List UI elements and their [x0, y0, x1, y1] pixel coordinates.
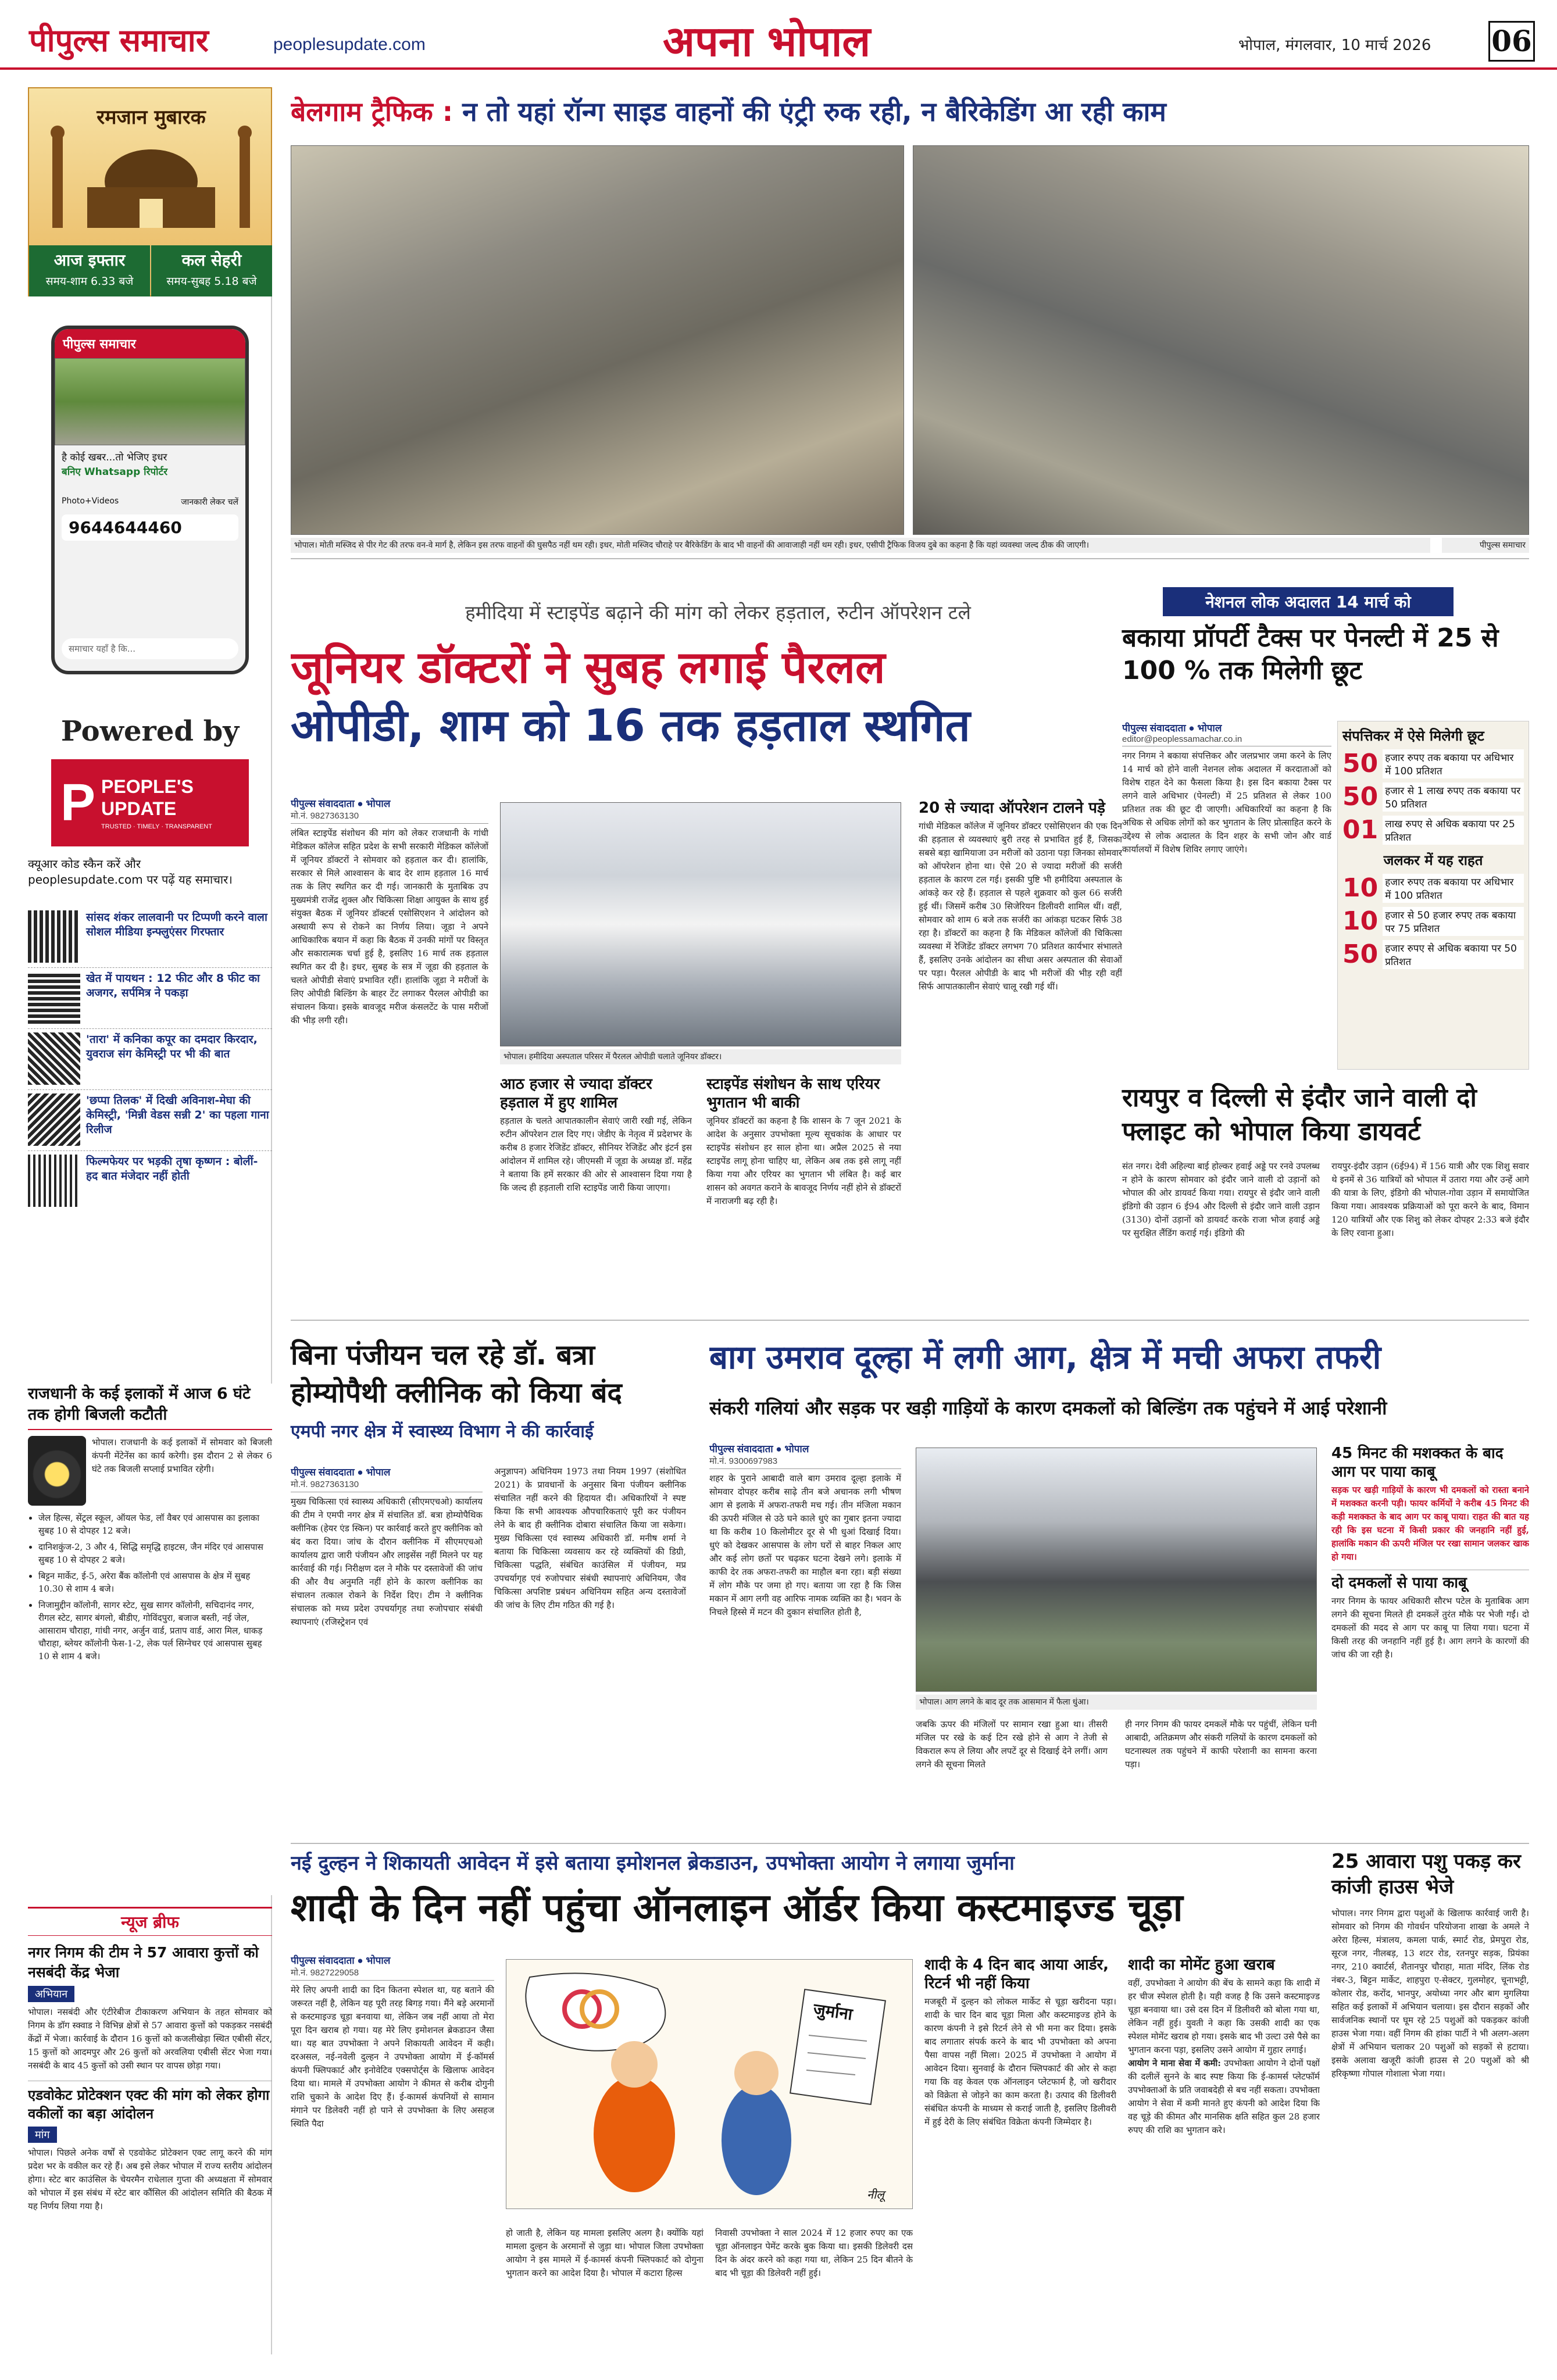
area-item: • दानिशकुंज-2, 3 और 4, सिद्धि समृद्धि हाइटस, जैन मंदिर एवं आसपास सुबह 10 से दोपहर 2 बजे।: [38, 1541, 272, 1566]
whatsapp-phone[interactable]: 9644644460: [62, 514, 238, 541]
divider: [291, 1320, 1529, 1321]
mosque-icon: [41, 112, 262, 228]
tree-photo: [55, 358, 245, 445]
traffic-headline-lead: बेलगाम ट्रैफिक :: [291, 96, 453, 127]
qr-code-icon: [28, 1032, 80, 1085]
cartoon-note: जुर्माना: [812, 1999, 854, 2024]
byline-text: पीपुल्स संवाददाता ● भोपाल: [709, 1443, 809, 1455]
dateline: भोपाल, मंगलवार, 10 मार्च 2026: [1238, 37, 1431, 54]
byline-mobile: मो.नं. 9827229058: [291, 1967, 494, 1981]
water-row: [1342, 906, 1524, 936]
bangle-sub-3: आयोग ने माना सेवा में कमी:: [1128, 2058, 1221, 2068]
qr-item-text: सांसद शंकर लालवानी पर टिप्पणी करने वाला सोशल मीडिया इन्फ्लुएंसर गिरफ्तार: [86, 911, 267, 938]
ramzan-box: [28, 87, 272, 296]
fire-byline: [709, 1442, 901, 1469]
doctors-body-stipend: जूनियर डॉक्टरों का कहना है कि शासन के 7 जून 2021 के आदेश के अनुसार उपभोक्ता मूल्य सूचकांक के आधार पर स्टाइपेंड संशोधन हर साल होना था। अप्रैल 2025 से नया स्टाइपेंड लागू होना चाहिए था, लेकिन अब तक इसे लागू नहीं किया गया और एरियर का भुगतान भी लंबित है। कई बार शासन को अवगत कराने के बावजूद निर्णय नहीं होने से डॉक्टरों में नाराजगी बढ़ रही है।: [706, 1116, 901, 1206]
cattle-headline: 25 आवारा पशु पकड़ कर कांजी हाउस भेजे: [1331, 1850, 1521, 1899]
masthead-website[interactable]: peoplesupdate.com: [273, 35, 426, 54]
lok-body: नगर निगम ने बकाया संपत्तिकर और जलप्रभार जमा करने के लिए 14 मार्च को होने वाली नेशनल लोक अदालत में करदाताओं को विशेष राहत देने का फैसला किया है। इस दिन बकाया टैक्स पर लगने वाले अधिभार (पेनल्टी) में 25 प्रतिशत से लेकर 100 प्रतिशत तक की छूट दी जाएगी। अधिकारियों का कहना है कि अधिक से अधिक लोगों को कर भुगतान के लिए प्रोत्साहित करने के उद्देश्य से लोक अदालत के दिन शहर के सभी जोन और वार्ड कार्यालयों में विशेष शिविर लगाए जाएंगे।: [1122, 751, 1331, 855]
qr-item[interactable]: [28, 968, 272, 1029]
scan-text: क्यूआर कोड स्कैन करें और: [28, 857, 141, 871]
cartoon-signature: नीलू: [867, 2188, 884, 2202]
traffic-photo-right: [913, 145, 1529, 535]
brief-tag-1: अभियान: [28, 1986, 74, 2002]
area-item: • जेल हिल्स, सेंट्रल स्कूल, ऑयल फेड, लॉ वैबर एवं आसपास का इलाका सुबह 10 से दोपहर 12 बजे।: [38, 1511, 272, 1537]
brief-body-2: भोपाल। पिछले अनेक वर्षों से एडवोकेट प्रोटेक्शन एक्ट लागू करने की मांग प्रदेश भर के वकील कर रहे हैं। अब इसे लेकर भोपाल में राज्य स्तरीय आंदोलन होगा। स्टेट बार काउंसिल के चेयरमैन राधेलाल गुप्ता की अध्यक्षता में सोमवार को भोपाल में इस संबंध में स्टेट बार कौंसिल की आंदोलन समिति की बैठक में यह निर्णय लिया गया है।: [28, 2147, 272, 2211]
sub-8000: आठ हजार से ज्यादा डॉक्टर हड़ताल में हुए शामिल: [500, 1075, 652, 1112]
doctors-headline-2: ओपीडी, शाम को 16 तक हड़ताल स्थगित: [291, 699, 970, 751]
doctors-photo: [500, 802, 901, 1046]
note-label: जानकारी लेकर चलें: [181, 498, 238, 507]
traffic-headline: [291, 93, 1529, 129]
doctors-col-ops: [919, 796, 1122, 1308]
tax-row-value: 50: [1342, 782, 1379, 812]
doctors-body-ops: गांधी मेडिकल कॉलेज में जूनियर डॉक्टर एसोसिएशन की एक दिन की हड़ताल से व्यवस्थाएं बुरी तरह से प्रभावित हुई हैं, जिसका सबसे बड़ा खामियाजा उन मरीजों को उठाना पड़ा जिनका सोमवार को ऑपरेशन होना था। ऐसे 20 से ज्यादा मरीजों की सर्जरी हड़ताल के कारण टल गई। इसकी पुष्टि भी हमीदिया अस्पताल के आंकड़े कर रहे हैं। हड़ताल से पहले शुक्रवार को कुल 66 सर्जरी हुई थीं। जिसमें करीब 30 सिजेरियन डिलीवरी शामिल थीं। वहीं, सोमवार को शाम 6 बजे तक सर्जरी का आंकड़ा घटकर सिर्फ 38 रहा है। डॉक्टरों का कहना है कि मेडिकल कॉलेजों की चिकित्सा व्यवस्था में रेजिडेंट डॉक्टर लगभग 70 प्रतिशत कार्यभार संभालते हैं, इसलिए उनके आंदोलन का सीधा असर अस्पताल की सेवाओं पर पड़ा। पैरलल ओपीडी के बाद भी मरीजों की भीड़ रही वहीं सिर्फ आपातकालीन सेवाएं चालू रखी गई थीं।: [919, 821, 1122, 992]
doctors-body-1: लंबित स्टाइपेंड संशोधन की मांग को लेकर राजधानी के गांधी मेडिकल कॉलेज सहित प्रदेश के सभी सरकारी मेडिकल कॉलेजों में जूनियर डॉक्टरों ने सोमवार को हड़ताल कर दी। हालांकि, सरकार से मिले आश्वासन के बाद देर शाम हड़ताल 16 मार्च तक के लिए स्थगित कर दी गई। जानकारी के मुताबिक उप मुख्यमंत्री राजेंद्र शुक्ल और चिकित्सा शिक्षा आयुक्त के साथ हुई संयुक्त बैठक में जूनियर डॉक्टर्स एसोसिएशन ने आंदोलन को अस्थायी रूप से रोकने का निर्णय लिया। जूडा ने अपने आधिकारिक बयान में कहा कि बैठक में उनकी मांगों पर विस्तृत और सकारात्मक चर्चा हुई है, इसलिए 16 मार्च तक हड़ताल स्थगित कर दी है। इधर, सुबह के सत्र में जूडा की हड़ताल के चलते ओपीडी सेवाएं प्रभावित रहीं। हालांकि जूडा ने मरीजों के लिए ओपीडी बिल्डिंग के बाहर टेंट लगाकर पैरलल ओपीडी का संचालन किया। इसके बावजूद मरीज कंसलटेंट के पास मरीजों की भीड़ लगी रही।: [291, 828, 488, 1025]
iftar-box: [29, 245, 150, 296]
sehri-label: कल सेहरी: [181, 251, 242, 270]
bangle-body-6: उपभोक्ता आयोग ने दोनों पक्षों की दलीलें सुनने के बाद स्पष्ट किया कि ई-कामर्स प्लेटफॉर्म उपभोक्ताओं के प्रति जवाबदेही से बच नहीं सकता। उपभोक्ता आयोग ने सेवा में कमी मानते हुए कंपनी को आदेश दिया कि वह चूड़े की कीमत और मानसिक क्षति सहित कुल 28 हजार रुपए की राशि का भुगतान करे।: [1128, 2058, 1320, 2135]
qr-item-text: फिल्मफेयर पर भड़की तृषा कृष्णन : बोलीं- हद बात मंजेदार नहीं होती: [86, 1155, 258, 1182]
qr-item[interactable]: [28, 1151, 272, 1212]
qr-item[interactable]: [28, 1090, 272, 1151]
bangle-col-1: [291, 1953, 494, 2360]
news-brief-label: न्यूज ब्रीफ: [28, 1907, 272, 1936]
masthead: [0, 0, 1557, 70]
traffic-headline-text: न तो यहां रॉन्ग साइड वाहनों की एंट्री रुक रही, न बैरिकेडिंग आ रही काम: [462, 96, 1166, 127]
masthead-logo: पीपुल्स समाचार: [29, 22, 209, 59]
qr-list: [28, 907, 272, 1215]
cattle-body: भोपाल। नगर निगम द्वारा पशुओं के खिलाफ कार्रवाई जारी है। सोमवार को निगम की गोवर्धन परियोजना शाखा के अमले ने अरेरा हिल्स, मंत्रालय, कमला पार्क, स्मार्ट रोड, प्रेमपुरा रोड, सूरज नगर, नीलबड़, 13 शटर रोड, रतनपुर सड़क, प्रियंका नगर, 210 क्वार्टर्स, शैतानपुर चौराहा, माता मंदिर, लिंक रोड नंबर-3, बिट्टन मार्केट, शाहपुरा ए-सेक्टर, गुलमोहर, चूनाभट्टी, कोलार रोड, करोंद, भानपुर, अयोध्या नगर और बाग मुगलिया सहित कई इलाकों में अभियान चलाया। इस दौरान सड़कों और सार्वजनिक स्थानों पर घूम रहे 25 पशुओं को पकड़कर कांजी हाउस भेजा गया। वहीं निगम की हांका पार्टी ने भी अलग-अलग क्षेत्रों में अभियान चलाकर 20 पशुओं को सड़कों से हटाया। इसके अलावा खजूरी कांजी हाउस से 20 पशुओं को श्री हरिकृष्णा गोपाल गोशाला भेजा गया।: [1331, 1908, 1529, 2079]
doctors-kicker: हमीदिया में स्टाइपेंड बढ़ाने की मांग को लेकर हड़ताल, रुटीन ऑपरेशन टले: [465, 601, 971, 624]
qr-item[interactable]: [28, 1029, 272, 1090]
site-text: peoplesupdate.com पर पढ़ें यह समाचार।: [28, 873, 233, 887]
bangle-kicker: नई दुल्हन ने शिकायती आवेदन में इसे बताया इमोशनल ब्रेकडाउन, उपभोक्ता आयोग ने लगाया जुर्माना: [291, 1852, 1015, 1875]
ramzan-title: रमजान मुबारक: [97, 106, 206, 129]
water-row-text: हजार से 50 हजार रुपए तक बकाया पर 75 प्रतिशत: [1383, 907, 1524, 936]
fire-sidebar: [1331, 1442, 1529, 1837]
bangle-col-5: [1128, 1953, 1320, 2360]
tax-row: [1342, 749, 1524, 778]
water-row-text: हजार रुपए से अधिक बकाया पर 50 प्रतिशत: [1383, 940, 1524, 969]
byline-mobile: मो.नं. 9827363130: [291, 810, 488, 824]
doctors-body-8000: हड़ताल के चलते आपातकालीन सेवाएं जारी रखी गई, लेकिन रुटीन ऑपरेशन टाल दिए गए। जेडीए के नेतृत्व में प्रदेशभर के करीब 8 हजार रेजिडेंट डॉक्टर, सीनियर रेजिडेंट और इंटर्न इस आंदोलन में शामिल रहे। जीएमसी में जूडा के अध्यक्ष डॉ. महेंद्र ने बताया कि हमें सरकार की ओर से आश्वासन दिया गया है कि जल्द ही हड़ताली राशि स्टाइपेंड जारी किया जाएगा।: [500, 1116, 692, 1193]
tax-row-value: 50: [1342, 749, 1379, 778]
fire-side-body-2: नगर निगम के फायर अधिकारी सौरभ पटेल के मुताबिक आग लगने की सूचना मिलते ही दमकलें तुरंत मौके पर भेजी गईं। दो दमकलों की मदद से आग पर काबू पा लिया गया। घटना में किसी तरह की जनहानि नहीं हुई है। आग लगने के कारणों की जांच की जा रही है।: [1331, 1596, 1529, 1660]
brief-headline-2: एडवोकेट प्रोटेक्शन एक्ट की मांग को लेकर होगा वकीलों का बड़ा आंदोलन: [28, 2081, 272, 2123]
media-label: Photo+Videos: [62, 496, 119, 506]
byline-text: पीपुल्स संवाददाता ● भोपाल: [291, 1955, 391, 1966]
left-sidebar: [28, 87, 272, 2354]
news-brief: [28, 1907, 272, 2360]
bulb-icon: [28, 1436, 86, 1506]
water-row-value: 10: [1342, 873, 1379, 903]
bangle-sub-1: शादी के 4 दिन बाद आया आर्डर, रिटर्न भी नहीं किया: [924, 1956, 1109, 1992]
sehri-box: [151, 245, 272, 296]
box2-title: जलकर में यह राहत: [1383, 852, 1483, 869]
water-row-text: हजार रुपए तक बकाया पर अधिभार में 100 प्रतिशत: [1383, 874, 1524, 903]
fire-side-body-1: सड़क पर खड़ी गाड़ियों के कारण भी दमकलों को रास्ता बनाने में मशक्कत करनी पड़ी। फायर कर्मियों ने करीब 45 मिनट की कड़ी मशक्कत के बाद आग पर काबू पाया। राहत की बात यह रही कि इस घटना में किसी प्रकार की जनहानि नहीं हुई, हालांकि मकान की ऊपरी मंजिल पर रखा सामान जलकर खाक हो गया।: [1331, 1485, 1529, 1562]
power-cut-box: [28, 1384, 272, 1895]
water-row: [1342, 873, 1524, 903]
doctors-photo-caption: भोपाल। हमीदिया अस्पताल परिसर में पैरलल ओपीडी चलाते जूनियर डॉक्टर।: [500, 1049, 901, 1064]
brief-body-1: भोपाल। नसबंदी और एंटीरेबीज टीकाकरण अभियान के तहत सोमवार को निगम के डॉग स्क्वाड ने विभिन्न क्षेत्रों से 57 आवारा कुत्तों को पकड़कर नसबंदी केंद्रों में भेजा। कार्रवाई के दौरान 16 कुत्तों को कजलीखेड़ा स्थित एबीसी सेंटर, 15 कुत्तों को आदमपुर और 26 कुत्तों को अरवलिया एबीसी सेंटर भेजा गया। नसबंदी के बाद 45 कुत्तों को उसी स्थान पर वापस छोड़ा गया।: [28, 2007, 272, 2071]
fire-col-1: [709, 1442, 901, 1837]
fire-body-1: शहर के पुराने आबादी वाले बाग उमराव दूल्हा इलाके में सोमवार दोपहर करीब साढ़े तीन बजे अचानक लगी भीषण आग से इलाके में अफरा-तफरी मच गई। तीन मंजिला मकान की ऊपरी मंजिल से उठे घने काले धुएं का गुबार इतना ज्यादा था कि करीब 10 किलोमीटर दूर से भी धुआं दिखाई दिया। धुएं को देखकर आसपास के लोग घरों से बाहर निकल आए और कई लोग छतों पर चढ़कर घटना देखने लगे। इलाके में काफी देर तक अफरा-तफरी का माहौल बना रहा। बड़ी संख्या में लोग मौके पर जमा हो गए। बताया जा रहा है कि जिस मकान में आग लगी वह आरिफ नामक व्यक्ति का है। भवन के निचले हिस्से में मटन की दुकान संचालित होती है,: [709, 1473, 901, 1617]
divider: [291, 1843, 1529, 1844]
whatsapp-ad: [51, 326, 249, 674]
qr-item-text: 'छप्पा तिलक' में दिखी अविनाश-मेघा की केमिस्ट्री, 'मिन्नी वेडस सन्नी 2' का पहला गाना रिलीज: [86, 1094, 269, 1136]
fire-body-2: जबकि ऊपर की मंजिलों पर सामान रखा हुआ था। तीसरी मंजिल पर रखे के कई टिन रखे होने से आग ने तेजी से विकराल रूप ले लिया और लपटें दूर से दिखाई देने लगीं। आग लगने की सूचना मिलते: [916, 1719, 1108, 1770]
fire-headline: बाग उमराव दूल्हा में लगी आग, क्षेत्र में मची अफरा तफरी: [709, 1339, 1381, 1377]
flights-body-1: संत नगर। देवी अहिल्या बाई होल्कर हवाई अड्डे पर रनवे उपलब्ध न होने के कारण सोमवार को इंदौर जाने वाली दो उड़ानों को भोपाल की ओर डायवर्ट किया गया। रायपुर से इंदौर जाने वाली इंडिगो की उड़ान 6 ई94 और दिल्ली से इंदौर जाने वाली उड़ान (3130) दोनों उड़ानों को डायवर्ट करके राजा भोज हवाई अड्डे पर सुरक्षित लैंडिंग कराई गई। इंडिगो की: [1122, 1161, 1320, 1238]
byline-mobile: मो.नं. 9827363130: [291, 1478, 483, 1492]
qr-code-icon: [28, 1155, 80, 1207]
traffic-photo-left: [291, 145, 904, 535]
bangle-body-2: हो जाती है, लेकिन यह मामला इसलिए अलग है। क्योंकि यहां मामला दुल्हन के अरमानों से जुड़ा था। भोपाल जिला उपभोक्ता आयोग ने इस मामले में ई-कामर्स कंपनी फ्लिपकार्ट को दोगुना भुगतान करने का आदेश दिया है। भोपाल में कटारा हिल्स: [506, 2228, 703, 2278]
flights-body-2: रायपुर-इंदौर उड़ान (6ई94) में 156 यात्री और एक शिशु सवार थे इनमें से 36 यात्रियों को भोपाल में उतारा गया और उन्हें आगे की यात्रा के लिए, इंडिगो की भोपाल-गोवा उड़ान में समायोजित किया गया। आवश्यक प्रक्रियाओं को पूरा करने के बाद, विमान 120 यात्रियों और एक शिशु को लेकर दोपहर 2:33 बजे इंदौर के लिए रवाना हुआ।: [1331, 1161, 1529, 1238]
qr-item-text: 'तारा' में कनिका कपूर का दमदार किरदार, युवराज संग केमिस्ट्री पर भी की बात: [86, 1033, 258, 1060]
bangle-byline: [291, 1953, 494, 1981]
bangle-body-4: मजबूरी में दुल्हन को लोकल मार्केट से चूड़ा खरीदना पड़ा। शादी के चार दिन बाद चूड़ा मिला और कस्टमाइज्ड होने के कारण कंपनी ने इसे रिटर्न लेने से भी मना कर दिया। इसके बाद लगातार संपर्क करने के बाद भी उपभोक्ता को अपना पैसा वापस नहीं मिला। 2025 में उपभोक्ता ने आयोग में आवेदन दिया। सुनवाई के दौरान फ्लिपकार्ट की ओर से कहा गया कि वह केवल एक ऑनलाइन प्लेटफार्म है, जो खरीदार को विक्रेता से जोड़ने का काम करता है। उत्पाद की डिलीवरी संबंधित कंपनी के माध्यम से कराई जाती है, इसलिए डिलीवरी में हुई देरी के लिए संबंधित विक्रेता कंपनी जिम्मेदार है।: [924, 1996, 1116, 2127]
batra-byline: [291, 1465, 483, 1492]
fire-body-3: ही नगर निगम की फायर दमकलें मौके पर पहुंचीं, लेकिन घनी आबादी, अतिक्रमण और संकरी गलियों के कारण दमकलों को घटनास्थल तक पहुंचने में काफी परेशानी का सामना करना पड़ा।: [1125, 1719, 1317, 1770]
logo-p-icon: P: [60, 773, 96, 832]
water-row-value: 50: [1342, 939, 1379, 969]
bangle-body-3: निवासी उपभोक्ता ने साल 2024 में 12 हजार रुपए का एक चूड़ा ऑनलाइन पेमेंट करके बुक किया था। इसकी डिलेवरी दस दिन के अंदर करने को कहा गया था, लेकिन 25 दिन बीतने के बाद भी चूड़ा की डिलेवरी नहीं हुई।: [715, 2228, 913, 2278]
property-tax-box: [1337, 721, 1529, 1070]
tax-row: [1342, 815, 1524, 845]
traffic-caption: भोपाल। मोती मस्जिद से पीर गेट की तरफ वन-वे मार्ग है, लेकिन इस तरफ वाहनों की घुसपैठ नहीं थम रही। इधर, मोती मस्जिद चौराहे पर बैरिकेडिंग के बाद भी वाहनों की आवाजाही नहीं थम रही। इधर, एसीपी ट्रैफिक विजय दुबे का कहना है कि यहां व्यवस्था जल्द ठीक की जाएगी।: [291, 538, 1430, 553]
bangle-body-1: मेरे लिए अपनी शादी का दिन कितना स्पेशल था, यह बताने की जरूरत नहीं है, लेकिन यह पूरी तरह बिगड़ गया। मैंने बड़े अरमानों से कस्टमाइज्ड चूड़ा बनवाया था, लेकिन जब नहीं आया तो मेरा पूरा दिन खराब हो गया। यह मेरे लिए इमोशनल ब्रेकडाउन जैसा था। यह बात उपभोक्ता ने अपने शिकायती आवेदन में कही। दरअसल, नई-नवेली दुल्हन ने उपभोक्ता आयोग में ई-कॉमर्स कंपनी फ्लिपकार्ट और इनोवेटिव एक्सपोर्ट्स के खिलाफ आवेदन दिया था। मामले में उपभोक्ता आयोग ने कीमत से करीब दोगुनी राशि चुकाने के आदेश दिए हैं। ई-कामर्स कंपनियों से सामान मंगाने पर डिलेवरी नहीं हो पाने से उपभोक्ता के लिए असहज स्थिति पैदा: [291, 1985, 494, 2129]
bangle-cartoon: [506, 1959, 913, 2209]
batra-headline-1: बिना पंजीयन चल रहे डॉ. बत्रा: [291, 1339, 595, 1371]
byline-text: पीपुल्स संवाददाता ● भोपाल: [291, 798, 391, 809]
tax-row-value: 01: [1342, 815, 1379, 845]
qr-code-icon: [28, 1093, 80, 1146]
lok-adalat-headline: बकाया प्रॉपर्टी टैक्स पर पेनल्टी में 25 से 100 % तक मिलेगी छूट: [1122, 623, 1499, 685]
powered-by-title: Powered by: [60, 715, 240, 748]
tax-row: [1342, 782, 1524, 812]
batra-body-1: मुख्य चिकित्सा एवं स्वास्थ्य अधिकारी (सीएमएचओ) कार्यालय की टीम ने एमपी नगर क्षेत्र में संचालित डॉ. बत्रा होम्योपैथिक क्लीनिक (हेयर एंड स्किन) पर कार्रवाई करते हुए क्लीनिक को बंद करा दिया। जांच के दौरान क्लीनिक में सीएमएचओ कार्यालय द्वारा जारी पंजीयन और लाइसेंस नहीं मिलने पर यह कार्रवाई की गई। निरीक्षण दल ने मौके पर दस्तावेजों की जांच की और वैध अनुमति नहीं होने के कारण क्लीनिक का संचालन तत्काल रोकने के निर्देश दिए। टीम ने क्लीनिक संचालक को मध्य प्रदेश उपचर्यागृह तथा रुजोपचार संबंधी स्थापनाएं (रजिस्ट्रेशन एवं: [291, 1496, 483, 1627]
power-cut-headline: राजधानी के कई इलाकों में आज 6 घंटे तक होगी बिजली कटौती: [28, 1384, 272, 1430]
page-number: 06: [1488, 21, 1535, 62]
fire-photo: [916, 1448, 1317, 1692]
tax-row-text: लाख रुपए से अधिक बकाया पर 25 प्रतिशत: [1383, 816, 1524, 845]
water-row-value: 10: [1342, 906, 1379, 936]
box1-title: संपत्तिकर में ऐसे मिलेगी छूट: [1342, 728, 1484, 744]
doctors-col-stipend: [706, 1073, 901, 1305]
byline-text: पीपुल्स संवाददाता ● भोपाल: [291, 1467, 391, 1478]
divider: [291, 558, 1529, 559]
brief-headline-1: नगर निगम की टीम ने 57 आवारा कुत्तों को नसबंदी केंद्र भेजा: [28, 1944, 259, 1981]
sub-ops: 20 से ज्यादा ऑपरेशन टालने पड़े: [919, 799, 1105, 817]
lok-adalat-tag: नेशनल लोक अदालत 14 मार्च को: [1163, 587, 1454, 616]
batra-body-2: अनुज्ञापन) अधिनियम 1973 तथा नियम 1997 (संशोधित 2021) के प्रावधानों के अनुसार बिना पंजीयन क्लीनिक संचालित नहीं करने की हिदायत दी। अधिकारियों ने स्पष्ट किया कि सभी आवश्यक औपचारिकताएं पूरी कर पंजीयन लेने के बाद ही क्लीनिक दोबारा संचालित किया जा सकेगा। मुख्य चिकित्सा एवं स्वास्थ्य अधिकारी डॉ. मनीष शर्मा ने बताया कि चिकित्सा व्यवसाय कर रहे व्यक्तियों की डिग्री, चिकित्सा पद्धति, संबंधित काउंसिल में पंजीयन, मप्र उपचर्यागृह एवं रुजोपचार संबंधी स्थापनाएं अधिनियम, जैव चिकित्सा अपशिष्ट प्रबंधन अधिनियम सहित अन्य दस्तावेजों की जांच के लिए टीम गठित की गई है।: [494, 1466, 686, 1610]
fire-side-head-2: दो दमकलों से पाया काबू: [1331, 1570, 1529, 1592]
doctors-headline-1: जूनियर डॉक्टरों ने सुबह लगाई पैरलल: [291, 641, 885, 693]
water-row: [1342, 939, 1524, 969]
whatsapp-header: पीपुल्स समाचार: [55, 329, 245, 358]
bangle-col-4: [924, 1953, 1116, 2360]
sehri-time: समय-सुबह 5.18 बजे: [166, 275, 257, 288]
peoples-update-logo[interactable]: [51, 759, 249, 846]
whatsapp-footer[interactable]: समाचार यहाँ है कि...: [62, 638, 238, 659]
whatsapp-line2: बनिए Whatsapp रिपोर्टर: [62, 466, 168, 478]
lok-adalat-col: [1122, 721, 1331, 1070]
bangle-commission-para: [1128, 2057, 1320, 2137]
whatsapp-line1: है कोई खबर...तो भेजिए इधर: [62, 452, 167, 463]
tax-row-text: हजार से 1 लाख रुपए तक बकाया पर 50 प्रतिशत: [1383, 782, 1524, 812]
doctors-col-1: [291, 796, 488, 1308]
byline-email: editor@peoplessamachar.co.in: [1122, 734, 1331, 746]
doctors-byline: [291, 796, 488, 824]
fire-deck: संकरी गलियां और सड़क पर खड़ी गाड़ियों के कारण दमकलों को बिल्डिंग तक पहुंचने में आई परेशानी: [709, 1397, 1387, 1419]
sub-stipend: स्टाइपेंड संशोधन के साथ एरियर भुगतान भी बाकी: [706, 1075, 880, 1112]
byline-mobile: मो.नं. 9300697983: [709, 1455, 901, 1469]
flights-headline: रायपुर व दिल्ली से इंदौर जाने वाली दो फ्लाइट को भोपाल किया डायवर्ट: [1122, 1083, 1477, 1146]
bangle-sub-2: शादी का मोमेंट हुआ खराब: [1128, 1956, 1275, 1974]
bangle-body-5: वहीं, उपभोक्ता ने आयोग की बेंच के सामने कहा कि शादी में हर चीज स्पेशल होती है। यही वजह है कि उसने कस्टमाइज्ड चूड़ा बनवाया था। उसे दस दिन में डिलीवरी को बोला गया था, लेकिन नहीं हुई। युवती ने कहा कि उसकी शादी का एक स्पेशल मोमेंट खराब हो गया। इसके बाद भी उल्टा उसे पैसे का भुगतान करना पड़ा, इसलिए उसने आयोग में गुहार लगाई।: [1128, 1978, 1320, 2055]
fire-side-head-1: 45 मिनट की मशक्कत के बाद आग पर पाया काबू: [1331, 1445, 1504, 1481]
fire-photo-caption: भोपाल। आग लगने के बाद दूर तक आसमान में फैला धुंआ।: [916, 1695, 1317, 1710]
area-item: • निजामुद्दीन कॉलोनी, सागर स्टेट, सुख सागर कॉलोनी, सचिदानंद नगर, रीगल स्टेट, सागर बंगलो, बीडीए, गोविंदपुरा, बजाज बस्ती, नई जेल, आसाराम चौराहा, गांधी नगर, अर्जुन वार्ड, प्रताप वार्ड, आरा मिल, धाकड़ चौराहा, ब्लेयर कॉलोनी फेस-1-2, लेक पर्ल सिग्नेचर एवं आसपास सुबह 10 से शाम 4 बजे।: [38, 1599, 272, 1663]
lok-byline: [1122, 721, 1331, 746]
power-cut-areas: [28, 1511, 272, 1663]
byline-text: पीपुल्स संवाददाता ● भोपाल: [1122, 723, 1222, 734]
brand-name: PEOPLE'S UPDATE: [101, 776, 194, 819]
qr-code-icon: [28, 971, 80, 1024]
bangle-headline: शादी के दिन नहीं पहुंचा ऑनलाइन ऑर्डर किया कस्टमाइज्ड चूड़ा: [291, 1885, 1183, 1930]
iftar-time: समय-शाम 6.33 बजे: [45, 275, 134, 288]
batra-deck: एमपी नगर क्षेत्र में स्वास्थ्य विभाग ने की कार्रवाई: [291, 1421, 594, 1442]
section-title: अपना भोपाल: [663, 17, 871, 66]
area-item: • बिट्टन मार्केट, ई-5, अरेरा बैंक कॉलोनी एवं आसपास के क्षेत्र में सुबह 10.30 से शाम 4 बजे।: [38, 1570, 272, 1595]
brand-tagline: TRUSTED · TIMELY · TRANSPARENT: [101, 823, 212, 830]
brief-tag-2: मांग: [28, 2127, 57, 2143]
doctors-col-8000: [500, 1073, 692, 1305]
qr-item[interactable]: [28, 907, 272, 968]
power-cut-body: भोपाल। राजधानी के कई इलाकों में सोमवार को बिजली कंपनी मेंटेनेंस का कार्य करेगी। इस दौरान 2 से लेकर 6 घंटे तक बिजली सप्लाई प्रभावित रहेगी।: [92, 1437, 272, 1474]
tax-row-text: हजार रुपए तक बकाया पर अधिभार में 100 प्रतिशत: [1383, 749, 1524, 778]
batra-headline-2: होम्योपैथी क्लीनिक को किया बंद: [291, 1377, 622, 1409]
qr-item-text: खेत में पायथन : 12 फीट और 8 फीट का अजगर, सर्पमित्र ने पकड़ा: [86, 972, 260, 999]
traffic-credit: पीपुल्स समाचार: [1442, 538, 1529, 553]
iftar-label: आज इफ्तार: [53, 251, 126, 270]
qr-code-icon: [28, 910, 80, 963]
batra-col-1: [291, 1465, 483, 1837]
